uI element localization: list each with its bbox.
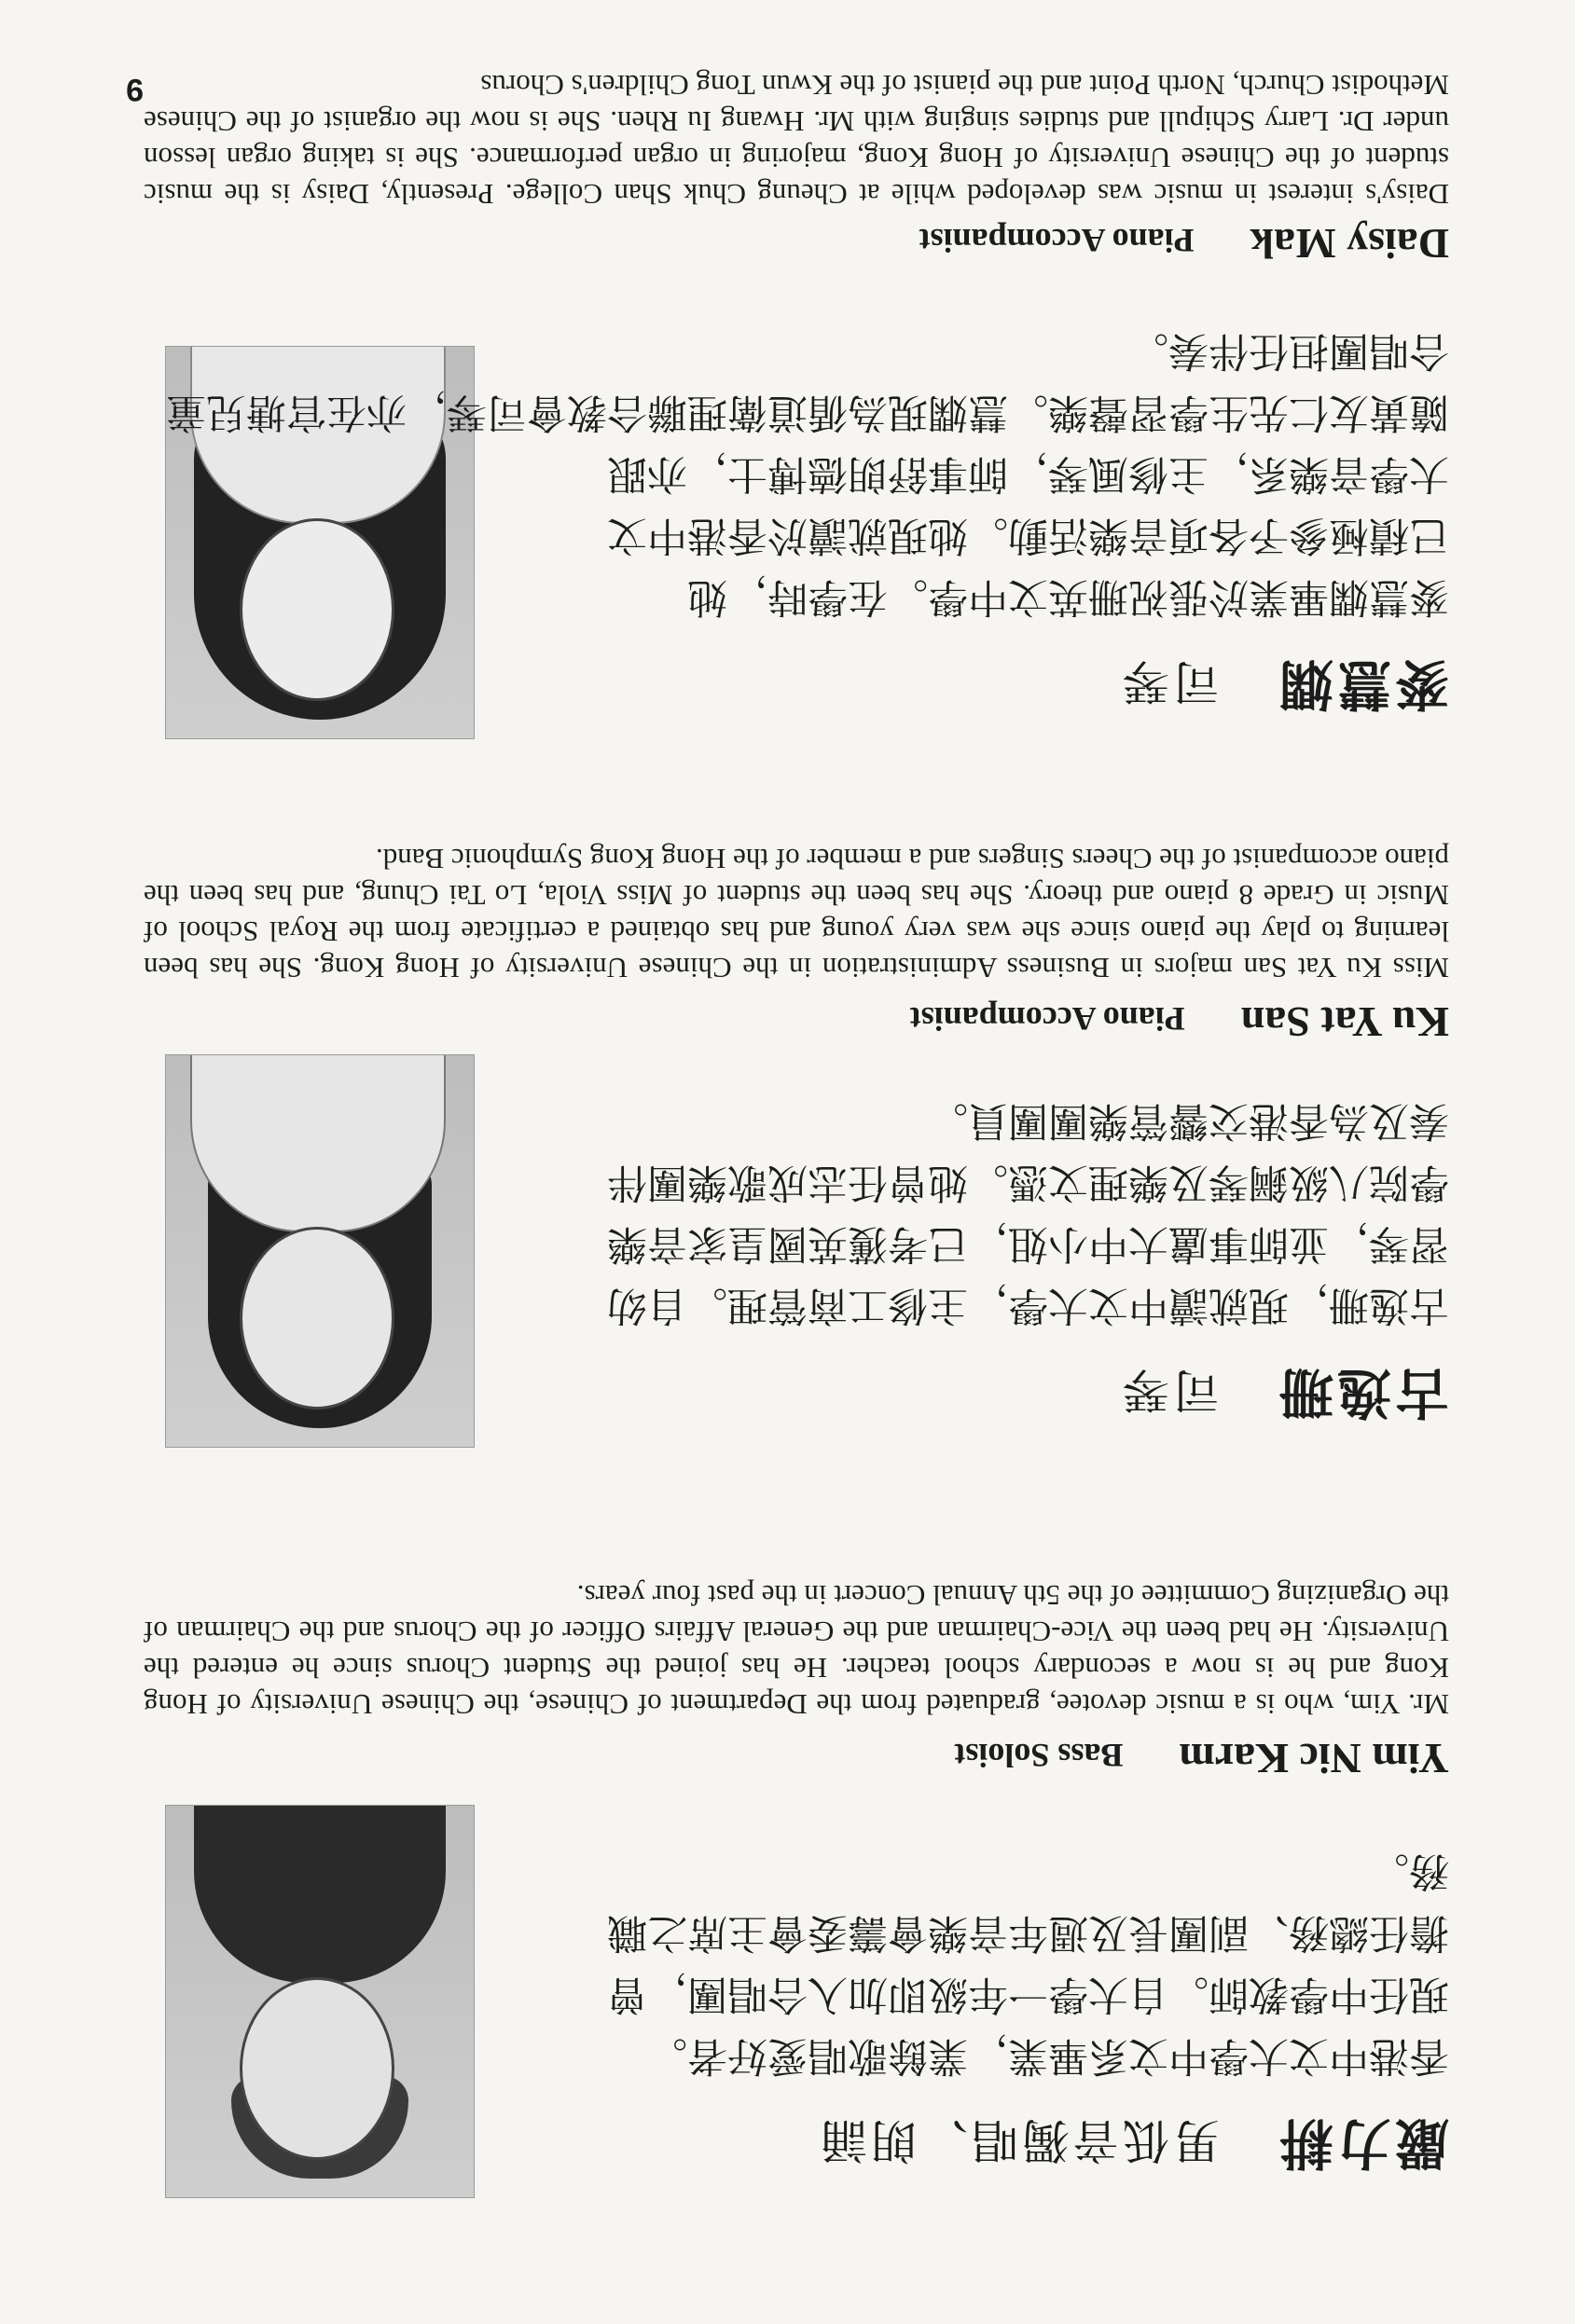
zh-line: 已積極參予各項音樂活動。她現就讀於香港中文 [607,512,1449,558]
zh-line: 古逸珊，現就讀中文大學，主修工商管理。自幼 [607,1282,1449,1328]
portrait-photo [165,1054,475,1448]
bio-section-yim [144,1579,1449,2198]
zh-line: 大學音樂系，主修風琴，師事舒朗德博士，亦跟 [607,450,1449,497]
zh-name: 麥慧嫻 [1275,653,1449,716]
en-heading [919,219,1449,268]
zh-role: 司琴 [1118,1363,1220,1417]
portrait-face [240,1977,394,2160]
en-bio: Miss Ku Yat San majors in Business Administration in the Chinese University of Hong Kong. She has been learning to play the piano since she was very young and has obtained a certificate from the Royal School of Music in Grade 8 piano and theory. She has been the student of Miss Viola, Lo Tai Chung, and has been the piano accompanist of the Cheers Singers and a member of the Hong Kong Symphonic Band. [144,843,1449,984]
zh-role: 男低音獨唱、朗誦 [816,2113,1220,2167]
portrait-photo [165,1805,475,2198]
zh-line: 隨黃友仁先生學習聲樂。慧嫻現為循道衛理聯合教會司琴，亦在官塘兒童 [166,389,1449,435]
zh-line: 奏及為香港交響管樂團團員。 [928,1097,1449,1144]
zh-line: 麥慧嫻畢業於張祝珊英文中學。在學時，她 [687,573,1449,620]
zh-line: 擔任總務、副團長及週年音樂會籌委會主席之職 [607,1909,1449,1956]
bio-section-ku [144,843,1449,1448]
bio-section-mak [144,69,1449,739]
zh-name: 古逸珊 [1275,1361,1449,1424]
zh-line: 學院八級鋼琴及樂理文憑。她曾任志成歌樂團伴 [607,1159,1449,1205]
en-bio: Mr. Yim, who is a music devotee, graduated from the Department of Chinese, the Chinese University of Hong Kong and he is now a secondary school teacher. He has joined the Student Chorus since he entered the University. He had been the Vice-Chairman and the General Affairs Officer of the Chorus and the Chairman of the Organizing Committee of the 5th Annual Concert in the past four years. [144,1579,1449,1721]
zh-name: 嚴力耕 [1275,2111,1449,2175]
zh-role: 司琴 [1118,654,1220,708]
zh-bio [607,1840,1449,2086]
zh-heading [1119,1358,1449,1437]
zh-bio [144,320,1449,627]
page-number: 9 [126,72,144,107]
portrait-suit [194,1805,446,1983]
en-name: Yim Nic Karm [1179,1735,1449,1782]
en-heading [954,1734,1449,1783]
en-role: Piano Accompanist [909,1000,1185,1038]
en-name: Daisy Mak [1250,220,1449,268]
en-role: Bass Soloist [954,1737,1124,1774]
zh-heading [817,2109,1449,2187]
zh-line: 務。 [1369,1848,1449,1894]
zh-bio [607,1090,1449,1336]
portrait-face [240,1227,394,1410]
en-name: Ku Yat San [1240,998,1449,1046]
zh-line: 香港中文大學中文系畢業，業餘歌唱愛好者。 [647,2032,1449,2079]
zh-line: 現任中學教師。自大學一年級即加入合唱團，曾 [607,1971,1449,2017]
en-bio: Daisy's interest in music was developed while at Cheung Chuk Shan College. Presently, Daisy is the music student of the Chinese University of Hong Kong, majoring in organ performance. She is taking organ lesson under Dr. Larry Schipull and studies singing with Mr. Hwang Iu Rhen. She is now the organist of the Chinese Methodist Church, North Point and the pianist of the Kwun Tong Children's Chorus [144,69,1449,211]
zh-heading [1119,650,1449,728]
zh-line: 習琴，並師事盧大中小姐，已考獲英國皇家音樂 [607,1220,1449,1267]
en-heading [910,997,1449,1047]
zh-line: 合唱團担任伴奏。 [1128,327,1449,374]
en-role: Piano Accompanist [919,222,1195,259]
